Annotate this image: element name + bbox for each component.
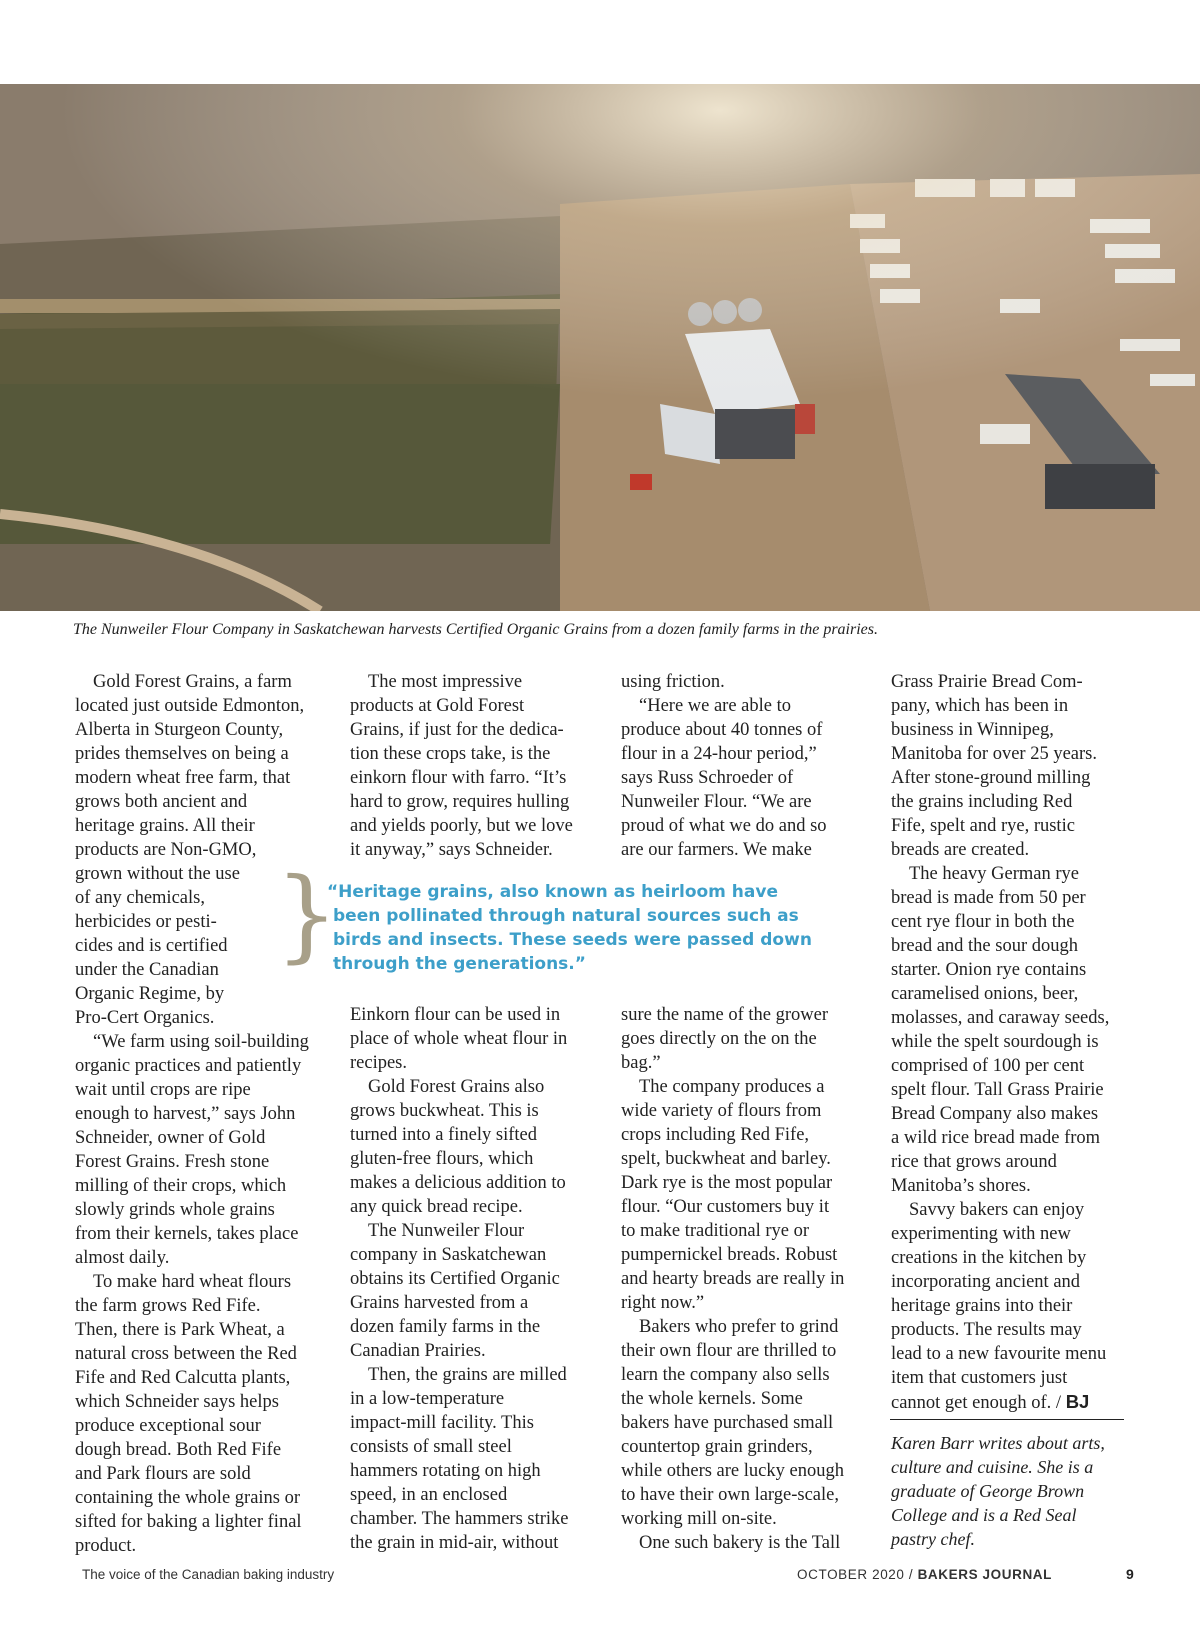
c3a-line: are our farmers. We make (621, 840, 812, 860)
c1-line: modern wheat free farm, that (75, 768, 291, 788)
c4-line: cannot get enough of. / (891, 1393, 1066, 1413)
c4-line: rice that grows around (891, 1152, 1057, 1172)
c2b-line: grows buckwheat. This is (350, 1101, 539, 1121)
c4-line: spelt flour. Tall Grass Prairie (891, 1080, 1104, 1100)
c4-line: Manitoba for over 25 years. (891, 744, 1098, 764)
c2b-line: gluten-free flours, which (350, 1149, 534, 1169)
c2b-line: dozen family farms in the (350, 1317, 541, 1337)
c1-line: product. (75, 1536, 137, 1556)
pullquote-line: “Heritage grains, also known as heirloom have (327, 882, 778, 902)
column-3-bottom (621, 1003, 876, 1555)
bio-line: graduate of George Brown (891, 1481, 1085, 1501)
c2b-line: hammers rotating on high (350, 1461, 541, 1481)
c3b-line: right now.” (621, 1293, 705, 1313)
c4-line: incorporating ancient and (891, 1272, 1081, 1292)
c4-line: while the spelt sourdough is (891, 1032, 1099, 1052)
c3b-line: pumpernickel breads. Robust (621, 1245, 838, 1265)
c2b-line: impact-mill facility. This (350, 1413, 534, 1433)
c1-line: grown without the use (75, 864, 240, 884)
c2a-line: products at Gold Forest (350, 696, 525, 716)
pullquote-line: birds and insects. These seeds were passed down (333, 930, 812, 950)
column-1 (75, 670, 340, 1558)
bio-line: Karen Barr writes about arts, (891, 1433, 1105, 1453)
c3b-line: crops including Red Fife, (621, 1125, 810, 1145)
photo-caption: The Nunweiler Flour Company in Saskatchewan harvests Certified Organic Grains from a dozen family farms in the prairies. (73, 621, 878, 638)
c4-line: bread is made from 50 per (891, 888, 1086, 908)
c3b-line: working mill on-site. (621, 1509, 777, 1529)
c1-line: almost daily. (75, 1248, 170, 1268)
c1-line: organic practices and patiently (75, 1056, 302, 1076)
c4-line: the grains including Red (891, 792, 1073, 812)
c2b-line: The Nunweiler Flour (368, 1221, 525, 1241)
c1-line: and Park flours are sold (75, 1464, 251, 1484)
column-2-bottom (350, 1003, 605, 1555)
c4-line: molasses, and caraway seeds, (891, 1008, 1110, 1028)
c2b-line: place of whole wheat flour in (350, 1029, 568, 1049)
c3b-line: to make traditional rye or (621, 1221, 810, 1241)
c2a-line: The most impressive (368, 672, 523, 692)
c1-line: located just outside Edmonton, (75, 696, 305, 716)
c3b-line: Bakers who prefer to grind (639, 1317, 839, 1337)
c1-line: Alberta in Sturgeon County, (75, 720, 284, 740)
c1-line: Organic Regime, by (75, 984, 225, 1004)
c1-line: Gold Forest Grains, a farm (93, 672, 292, 692)
c1-line: Schneider, owner of Gold (75, 1128, 266, 1148)
bio-line: pastry chef. (891, 1529, 975, 1549)
c2a-line: hard to grow, requires hulling (350, 792, 570, 812)
c2b-line: Gold Forest Grains also (368, 1077, 545, 1097)
c1-line: prides themselves on being a (75, 744, 289, 764)
c4-line: heritage grains into their (891, 1296, 1073, 1316)
c4-line: After stone-ground milling (891, 768, 1091, 788)
c4-line: Fife, spelt and rye, rustic (891, 816, 1075, 836)
c4-line: products. The results may (891, 1320, 1082, 1340)
c3b-line: learn the company also sells (621, 1365, 830, 1385)
aerial-farm-photo (0, 84, 1200, 611)
c3a-line: using friction. (621, 672, 725, 692)
c3b-line: flour. “Our customers buy it (621, 1197, 830, 1217)
c3b-line: bag.” (621, 1053, 661, 1073)
column-4 (891, 670, 1136, 1415)
c3a-line: Nunweiler Flour. “We are (621, 792, 812, 812)
c1-line: Then, there is Park Wheat, a (75, 1320, 285, 1340)
footer-magazine-name: BAKERS JOURNAL (917, 1567, 1052, 1582)
c4-line: a wild rice bread made from (891, 1128, 1101, 1148)
c1-line: dough bread. Both Red Fife (75, 1440, 282, 1460)
c4-line: The heavy German rye (909, 864, 1080, 884)
pullquote-brace: } (275, 856, 339, 973)
c2b-line: Then, the grains are milled (368, 1365, 567, 1385)
pullquote-line: been pollinated through natural sources such as (333, 906, 799, 926)
c1-line: milling of their crops, which (75, 1176, 287, 1196)
c4-line: pany, which has been in (891, 696, 1069, 716)
c3b-line: The company produces a (639, 1077, 825, 1097)
c1-line: herbicides or pesti- (75, 912, 217, 932)
c2b-line: Canadian Prairies. (350, 1341, 486, 1361)
footer-issue-date: OCTOBER 2020 / (797, 1567, 918, 1582)
c2b-line: recipes. (350, 1053, 408, 1073)
c1-line: grows both ancient and (75, 792, 248, 812)
page-number: 9 (1126, 1566, 1134, 1582)
c2b-line: turned into a finely sifted (350, 1125, 538, 1145)
c4-line: creations in the kitchen by (891, 1248, 1087, 1268)
c3a-line: says Russ Schroeder of (621, 768, 794, 788)
pullquote-line: through the generations.” (333, 954, 586, 974)
c4-line: Manitoba’s shores. (891, 1176, 1031, 1196)
c3a-line: produce about 40 tonnes of (621, 720, 823, 740)
c3a-line: proud of what we do and so (621, 816, 827, 836)
c3b-line: countertop grain grinders, (621, 1437, 813, 1457)
c2b-line: speed, in an enclosed (350, 1485, 508, 1505)
c2b-line: any quick bread recipe. (350, 1197, 523, 1217)
c4-line: caramelised onions, beer, (891, 984, 1079, 1004)
c2a-line: and yields poorly, but we love (350, 816, 573, 836)
c2b-line: obtains its Certified Organic (350, 1269, 560, 1289)
c3b-line: to have their own large-scale, (621, 1485, 839, 1505)
end-mark: BJ (1065, 1391, 1090, 1412)
c2a-line: it anyway,” says Schneider. (350, 840, 553, 860)
c4-line: comprised of 100 per cent (891, 1056, 1085, 1076)
c1-line: “We farm using soil-building (93, 1032, 309, 1052)
c1-line: produce exceptional sour (75, 1416, 261, 1436)
c1-line: slowly grinds whole grains (75, 1200, 275, 1220)
c3b-line: spelt, buckwheat and barley. (621, 1149, 831, 1169)
c2b-line: in a low-temperature (350, 1389, 505, 1409)
column-3-top (621, 670, 876, 862)
c2b-line: the grain in mid-air, without (350, 1533, 559, 1553)
pullquote (327, 880, 867, 976)
c3a-line: “Here we are able to (639, 696, 792, 716)
c1-line: containing the whole grains or (75, 1488, 301, 1508)
c1-line: the farm grows Red Fife. (75, 1296, 261, 1316)
c4-line: item that customers just (891, 1368, 1068, 1388)
c1-line: products are Non-GMO, (75, 840, 257, 860)
c1-line: from their kernels, takes place (75, 1224, 299, 1244)
c1-line: Pro-Cert Organics. (75, 1008, 215, 1028)
c1-line: cides and is certified (75, 936, 228, 956)
c1-line: sifted for baking a lighter final (75, 1512, 302, 1532)
c2a-line: Grains, if just for the dedica- (350, 720, 564, 740)
c2b-line: makes a delicious addition to (350, 1173, 566, 1193)
c3b-line: sure the name of the grower (621, 1005, 829, 1025)
c3b-line: One such bakery is the Tall (639, 1533, 841, 1553)
c4-last-line (891, 1390, 1136, 1415)
c4-line: Grass Prairie Bread Com- (891, 672, 1083, 692)
c2b-line: company in Saskatchewan (350, 1245, 547, 1265)
c4-line: Savvy bakers can enjoy (909, 1200, 1085, 1220)
bio-divider (890, 1419, 1124, 1420)
c3a-line: flour in a 24-hour period,” (621, 744, 817, 764)
c2a-line: tion these crops take, is the (350, 744, 551, 764)
c1-line: Fife and Red Calcutta plants, (75, 1368, 291, 1388)
aerial-photo-art (0, 84, 1200, 611)
author-bio (891, 1431, 1131, 1551)
column-2-top (350, 670, 605, 862)
c4-line: breads are created. (891, 840, 1030, 860)
c3b-line: and hearty breads are really in (621, 1269, 845, 1289)
c1-line: wait until crops are ripe (75, 1080, 251, 1100)
c4-line: business in Winnipeg, (891, 720, 1054, 740)
c2a-line: einkorn flour with farro. “It’s (350, 768, 567, 788)
c1-line: To make hard wheat flours (93, 1272, 292, 1292)
c2b-line: Grains harvested from a (350, 1293, 529, 1313)
c1-line: heritage grains. All their (75, 816, 255, 836)
c3b-line: their own flour are thrilled to (621, 1341, 837, 1361)
bio-line: College and is a Red Seal (891, 1505, 1077, 1525)
c3b-line: Dark rye is the most popular (621, 1173, 833, 1193)
bio-line: culture and cuisine. She is a (891, 1457, 1094, 1477)
c1-line: which Schneider says helps (75, 1392, 279, 1412)
c4-line: cent rye flour in both the (891, 912, 1075, 932)
c4-line: lead to a new favourite menu (891, 1344, 1107, 1364)
c1-line: Forest Grains. Fresh stone (75, 1152, 270, 1172)
c1-line: under the Canadian (75, 960, 219, 980)
footer-tagline: The voice of the Canadian baking industry (82, 1567, 335, 1582)
c2b-line: consists of small steel (350, 1437, 512, 1457)
c3b-line: bakers have purchased small (621, 1413, 834, 1433)
c3b-line: while others are lucky enough (621, 1461, 844, 1481)
c4-line: experimenting with new (891, 1224, 1071, 1244)
c4-line: bread and the sour dough (891, 936, 1079, 956)
c2b-line: Einkorn flour can be used in (350, 1005, 561, 1025)
c1-line: enough to harvest,” says John (75, 1104, 296, 1124)
c3b-line: the whole kernels. Some (621, 1389, 803, 1409)
c3b-line: wide variety of flours from (621, 1101, 822, 1121)
c2b-line: chamber. The hammers strike (350, 1509, 569, 1529)
footer-issue (797, 1567, 1052, 1582)
c3b-line: goes directly on the on the (621, 1029, 817, 1049)
c1-line: of any chemicals, (75, 888, 205, 908)
c1-line: natural cross between the Red (75, 1344, 297, 1364)
c4-line: starter. Onion rye contains (891, 960, 1087, 980)
c4-line: Bread Company also makes (891, 1104, 1099, 1124)
